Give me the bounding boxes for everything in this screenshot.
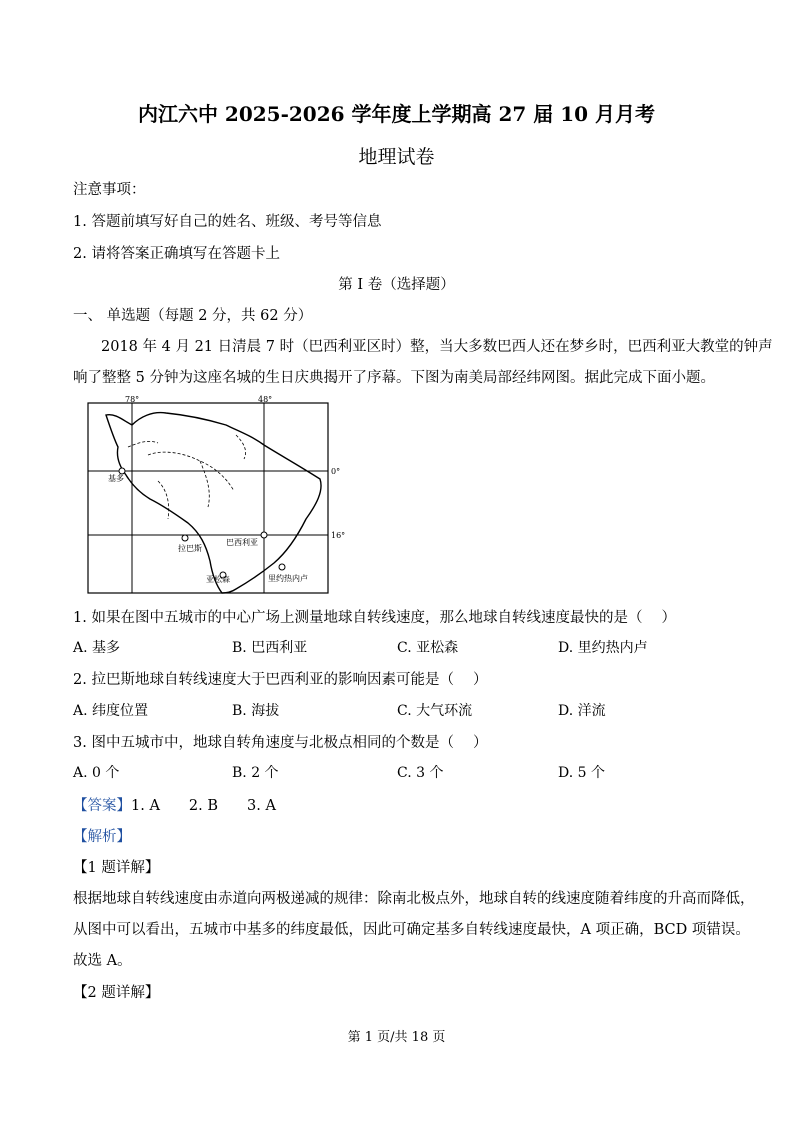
volume-heading: 第 I 卷（选择题） (338, 277, 455, 293)
city-label-brasilia: 巴西利亚 (226, 538, 258, 547)
lon-label-48: 48° (258, 395, 273, 404)
question-2-option-b: B. 海拔 (232, 703, 280, 719)
question-1-option-a: A. 基多 (73, 640, 121, 656)
question-3-option-c: C. 3 个 (397, 765, 444, 781)
q1-detail-line-3: 故选 A。 (73, 953, 132, 969)
notice-item-2: 2. 请将答案正确填写在答题卡上 (73, 246, 280, 262)
notice-heading: 注意事项： (73, 182, 146, 198)
passage-line-1: 2018 年 4 月 21 日清晨 7 时（巴西利亚区时）整，当大多数巴西人还在梦乡时，巴西利亚大教堂的钟声 (101, 339, 773, 355)
answer-block (73, 794, 276, 815)
city-label-lapaz: 拉巴斯 (178, 544, 202, 553)
city-marker-rio (279, 564, 285, 570)
notice-item-1: 1. 答题前填写好自己的姓名、班级、考号等信息 (73, 214, 382, 230)
exam-subtitle: 地理试卷 (358, 146, 435, 168)
city-marker-lapaz (182, 535, 188, 541)
question-1-option-b: B. 巴西利亚 (232, 640, 308, 656)
city-label-rio: 里约热内卢 (268, 574, 308, 583)
answer-label: 【答案】 (73, 798, 131, 814)
lat-label-0: 0° (331, 467, 341, 476)
city-marker-brasilia (261, 532, 267, 538)
question-3-stem: 3. 图中五城市中，地球自转角速度与北极点相同的个数是（ ） (73, 735, 488, 751)
question-3-option-a: A. 0 个 (73, 765, 120, 781)
q1-detail-line-2: 从图中可以看出，五城市中基多的纬度最低，因此可确定基多自转线速度最快，A 项正确，BCD 项错误。 (73, 922, 750, 938)
question-2-option-a: A. 纬度位置 (73, 703, 149, 719)
map-frame (88, 403, 328, 593)
part-heading: 一、 单选题（每题 2 分，共 62 分） (73, 308, 313, 324)
q1-detail-line-1: 根据地球自转线速度由赤道向两极递减的规律：除南北极点外，地球自转的线速度随着纬度的升高而降低， (73, 891, 755, 907)
question-2-option-c: C. 大气环流 (397, 703, 473, 719)
question-2-stem: 2. 拉巴斯地球自转线速度大于巴西利亚的影响因素可能是（ ） (73, 672, 488, 688)
question-1-option-d: D. 里约热内卢 (558, 640, 648, 656)
city-label-quito: 基多 (108, 474, 124, 483)
analysis-label: 【解析】 (73, 829, 131, 845)
question-1-option-c: C. 亚松森 (397, 640, 459, 656)
passage-line-2: 响了整整 5 分钟为这座名城的生日庆典揭开了序幕。下图为南美局部经纬网图。据此完成下面小题。 (73, 370, 715, 386)
lat-label-16: 16° (331, 531, 346, 540)
question-3-option-b: B. 2 个 (232, 765, 279, 781)
question-3-option-d: D. 5 个 (558, 765, 605, 781)
q2-detail-heading: 【2 题详解】 (73, 985, 160, 1001)
q1-detail-heading: 【1 题详解】 (73, 860, 160, 876)
answer-text: 1. A 2. B 3. A (131, 798, 276, 814)
city-label-asuncion: 亚松森 (206, 575, 230, 584)
question-2-option-d: D. 洋流 (558, 703, 606, 719)
exam-title: 内江六中 2025-2026 学年度上学期高 27 届 10 月月考 (137, 102, 656, 126)
page-footer: 第 1 页/共 18 页 (347, 1030, 446, 1045)
question-1-stem: 1. 如果在图中五城市的中心广场上测量地球自转线速度，那么地球自转线速度最快的是（ ） (73, 610, 677, 626)
south-america-grid-map (88, 395, 346, 595)
lon-label-78: 78° (125, 395, 140, 404)
